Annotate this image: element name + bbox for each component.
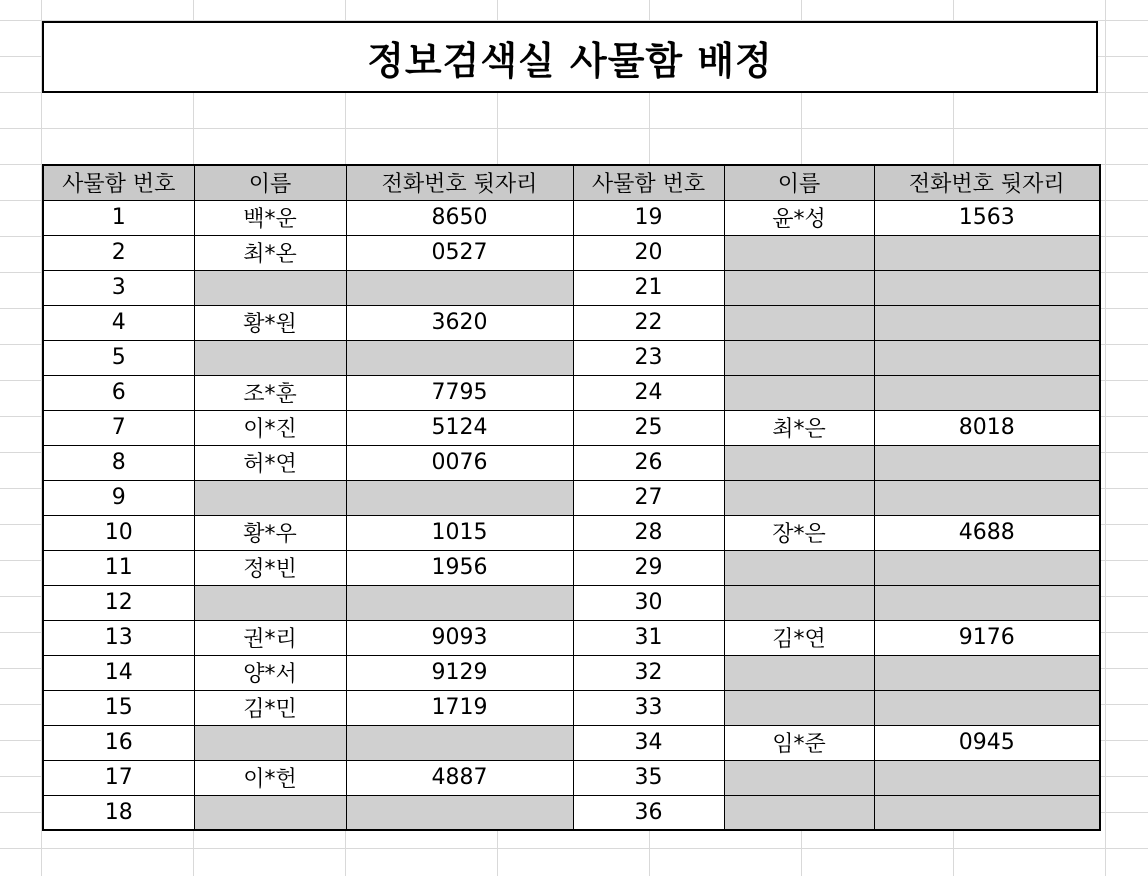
name-cell-2[interactable]: 장*은 xyxy=(724,515,874,550)
name-cell[interactable]: 김*민 xyxy=(194,690,346,725)
phone-cell-2[interactable] xyxy=(874,445,1100,480)
locker-number-cell[interactable]: 12 xyxy=(43,585,194,620)
phone-cell-2[interactable] xyxy=(874,655,1100,690)
phone-cell-2[interactable] xyxy=(874,550,1100,585)
name-cell-2[interactable]: 최*은 xyxy=(724,410,874,445)
phone-cell[interactable]: 1956 xyxy=(346,550,573,585)
header-locker-number[interactable]: 사물함 번호 xyxy=(43,165,194,200)
name-cell[interactable] xyxy=(194,795,346,830)
name-cell-2[interactable] xyxy=(724,480,874,515)
name-cell[interactable] xyxy=(194,725,346,760)
name-cell[interactable] xyxy=(194,480,346,515)
table-row xyxy=(43,340,1100,375)
table-row xyxy=(43,550,1100,585)
header-phone-last-digits-2[interactable]: 전화번호 뒷자리 xyxy=(874,165,1100,200)
phone-cell[interactable] xyxy=(346,795,573,830)
locker-number-cell-2[interactable]: 29 xyxy=(573,550,724,585)
header-row xyxy=(43,165,1100,200)
name-cell[interactable] xyxy=(194,270,346,305)
phone-cell-2[interactable] xyxy=(874,760,1100,795)
table-row xyxy=(43,725,1100,760)
name-cell[interactable]: 허*연 xyxy=(194,445,346,480)
phone-cell[interactable]: 9129 xyxy=(346,655,573,690)
phone-cell-2[interactable] xyxy=(874,305,1100,340)
name-cell[interactable]: 조*훈 xyxy=(194,375,346,410)
locker-number-cell-2[interactable]: 31 xyxy=(573,620,724,655)
phone-cell[interactable] xyxy=(346,585,573,620)
locker-number-cell[interactable]: 5 xyxy=(43,340,194,375)
name-cell-2[interactable] xyxy=(724,270,874,305)
phone-cell[interactable]: 4887 xyxy=(346,760,573,795)
phone-cell[interactable]: 9093 xyxy=(346,620,573,655)
phone-cell[interactable]: 0076 xyxy=(346,445,573,480)
phone-cell-2[interactable]: 8018 xyxy=(874,410,1100,445)
table-row xyxy=(43,235,1100,270)
locker-assignment-table xyxy=(42,164,1101,831)
locker-number-cell-2[interactable]: 33 xyxy=(573,690,724,725)
phone-cell[interactable] xyxy=(346,725,573,760)
name-cell[interactable]: 양*서 xyxy=(194,655,346,690)
locker-number-cell-2[interactable]: 23 xyxy=(573,340,724,375)
locker-number-cell-2[interactable]: 28 xyxy=(573,515,724,550)
locker-number-cell-2[interactable]: 19 xyxy=(573,200,724,235)
phone-cell-2[interactable] xyxy=(874,795,1100,830)
table-row xyxy=(43,375,1100,410)
table-row xyxy=(43,410,1100,445)
name-cell[interactable]: 권*리 xyxy=(194,620,346,655)
locker-number-cell-2[interactable]: 34 xyxy=(573,725,724,760)
name-cell-2[interactable] xyxy=(724,235,874,270)
locker-number-cell[interactable]: 10 xyxy=(43,515,194,550)
phone-cell[interactable]: 7795 xyxy=(346,375,573,410)
phone-cell[interactable] xyxy=(346,480,573,515)
name-cell-2[interactable]: 김*연 xyxy=(724,620,874,655)
locker-number-cell[interactable]: 4 xyxy=(43,305,194,340)
name-cell-2[interactable] xyxy=(724,655,874,690)
locker-number-cell-2[interactable]: 25 xyxy=(573,410,724,445)
name-cell[interactable]: 이*진 xyxy=(194,410,346,445)
name-cell-2[interactable] xyxy=(724,795,874,830)
phone-cell-2[interactable]: 0945 xyxy=(874,725,1100,760)
locker-number-cell-2[interactable]: 24 xyxy=(573,375,724,410)
locker-number-cell-2[interactable]: 30 xyxy=(573,585,724,620)
name-cell-2[interactable] xyxy=(724,585,874,620)
locker-number-cell[interactable]: 3 xyxy=(43,270,194,305)
name-cell[interactable] xyxy=(194,340,346,375)
name-cell[interactable]: 정*빈 xyxy=(194,550,346,585)
locker-number-cell[interactable]: 9 xyxy=(43,480,194,515)
locker-number-cell[interactable]: 18 xyxy=(43,795,194,830)
locker-number-cell-2[interactable]: 22 xyxy=(573,305,724,340)
table-row xyxy=(43,445,1100,480)
phone-cell[interactable]: 1719 xyxy=(346,690,573,725)
name-cell-2[interactable] xyxy=(724,305,874,340)
name-cell[interactable] xyxy=(194,585,346,620)
locker-number-cell[interactable]: 6 xyxy=(43,375,194,410)
locker-number-cell-2[interactable]: 21 xyxy=(573,270,724,305)
phone-cell-2[interactable]: 9176 xyxy=(874,620,1100,655)
header-name[interactable]: 이름 xyxy=(194,165,346,200)
locker-number-cell[interactable]: 11 xyxy=(43,550,194,585)
table-row xyxy=(43,270,1100,305)
table-row xyxy=(43,200,1100,235)
locker-number-cell[interactable]: 13 xyxy=(43,620,194,655)
locker-number-cell[interactable]: 14 xyxy=(43,655,194,690)
phone-cell[interactable]: 5124 xyxy=(346,410,573,445)
locker-number-cell[interactable]: 7 xyxy=(43,410,194,445)
table-row xyxy=(43,690,1100,725)
locker-number-cell-2[interactable]: 20 xyxy=(573,235,724,270)
locker-number-cell[interactable]: 8 xyxy=(43,445,194,480)
name-cell[interactable]: 황*원 xyxy=(194,305,346,340)
phone-cell-2[interactable] xyxy=(874,585,1100,620)
phone-cell-2[interactable] xyxy=(874,270,1100,305)
phone-cell-2[interactable] xyxy=(874,690,1100,725)
name-cell-2[interactable] xyxy=(724,445,874,480)
table-row xyxy=(43,305,1100,340)
name-cell-2[interactable] xyxy=(724,550,874,585)
name-cell-2[interactable] xyxy=(724,340,874,375)
phone-cell[interactable]: 8650 xyxy=(346,200,573,235)
phone-cell[interactable] xyxy=(346,270,573,305)
phone-cell-2[interactable] xyxy=(874,340,1100,375)
table-row xyxy=(43,480,1100,515)
phone-cell-2[interactable] xyxy=(874,235,1100,270)
phone-cell[interactable] xyxy=(346,340,573,375)
name-cell[interactable]: 최*온 xyxy=(194,235,346,270)
name-cell[interactable]: 황*우 xyxy=(194,515,346,550)
locker-number-cell[interactable]: 1 xyxy=(43,200,194,235)
name-cell[interactable]: 이*헌 xyxy=(194,760,346,795)
locker-number-cell[interactable]: 15 xyxy=(43,690,194,725)
name-cell-2[interactable] xyxy=(724,375,874,410)
locker-number-cell-2[interactable]: 26 xyxy=(573,445,724,480)
locker-number-cell-2[interactable]: 27 xyxy=(573,480,724,515)
locker-number-cell[interactable]: 16 xyxy=(43,725,194,760)
locker-number-cell[interactable]: 2 xyxy=(43,235,194,270)
locker-number-cell-2[interactable]: 36 xyxy=(573,795,724,830)
sheet-title[interactable]: 정보검색실 사물함 배정 xyxy=(42,21,1098,93)
locker-number-cell-2[interactable]: 32 xyxy=(573,655,724,690)
header-phone-last-digits[interactable]: 전화번호 뒷자리 xyxy=(346,165,573,200)
phone-cell-2[interactable]: 4688 xyxy=(874,515,1100,550)
table-row xyxy=(43,760,1100,795)
locker-number-cell-2[interactable]: 35 xyxy=(573,760,724,795)
table-row xyxy=(43,620,1100,655)
name-cell-2[interactable] xyxy=(724,690,874,725)
phone-cell[interactable]: 0527 xyxy=(346,235,573,270)
name-cell-2[interactable] xyxy=(724,760,874,795)
name-cell-2[interactable]: 임*준 xyxy=(724,725,874,760)
phone-cell-2[interactable] xyxy=(874,375,1100,410)
table-row xyxy=(43,585,1100,620)
table-row xyxy=(43,795,1100,830)
phone-cell-2[interactable]: 1563 xyxy=(874,200,1100,235)
locker-number-cell[interactable]: 17 xyxy=(43,760,194,795)
phone-cell[interactable]: 1015 xyxy=(346,515,573,550)
name-cell[interactable]: 백*운 xyxy=(194,200,346,235)
header-name-2[interactable]: 이름 xyxy=(724,165,874,200)
table-row xyxy=(43,655,1100,690)
header-locker-number-2[interactable]: 사물함 번호 xyxy=(573,165,724,200)
name-cell-2[interactable]: 윤*성 xyxy=(724,200,874,235)
table-row xyxy=(43,515,1100,550)
phone-cell[interactable]: 3620 xyxy=(346,305,573,340)
phone-cell-2[interactable] xyxy=(874,480,1100,515)
